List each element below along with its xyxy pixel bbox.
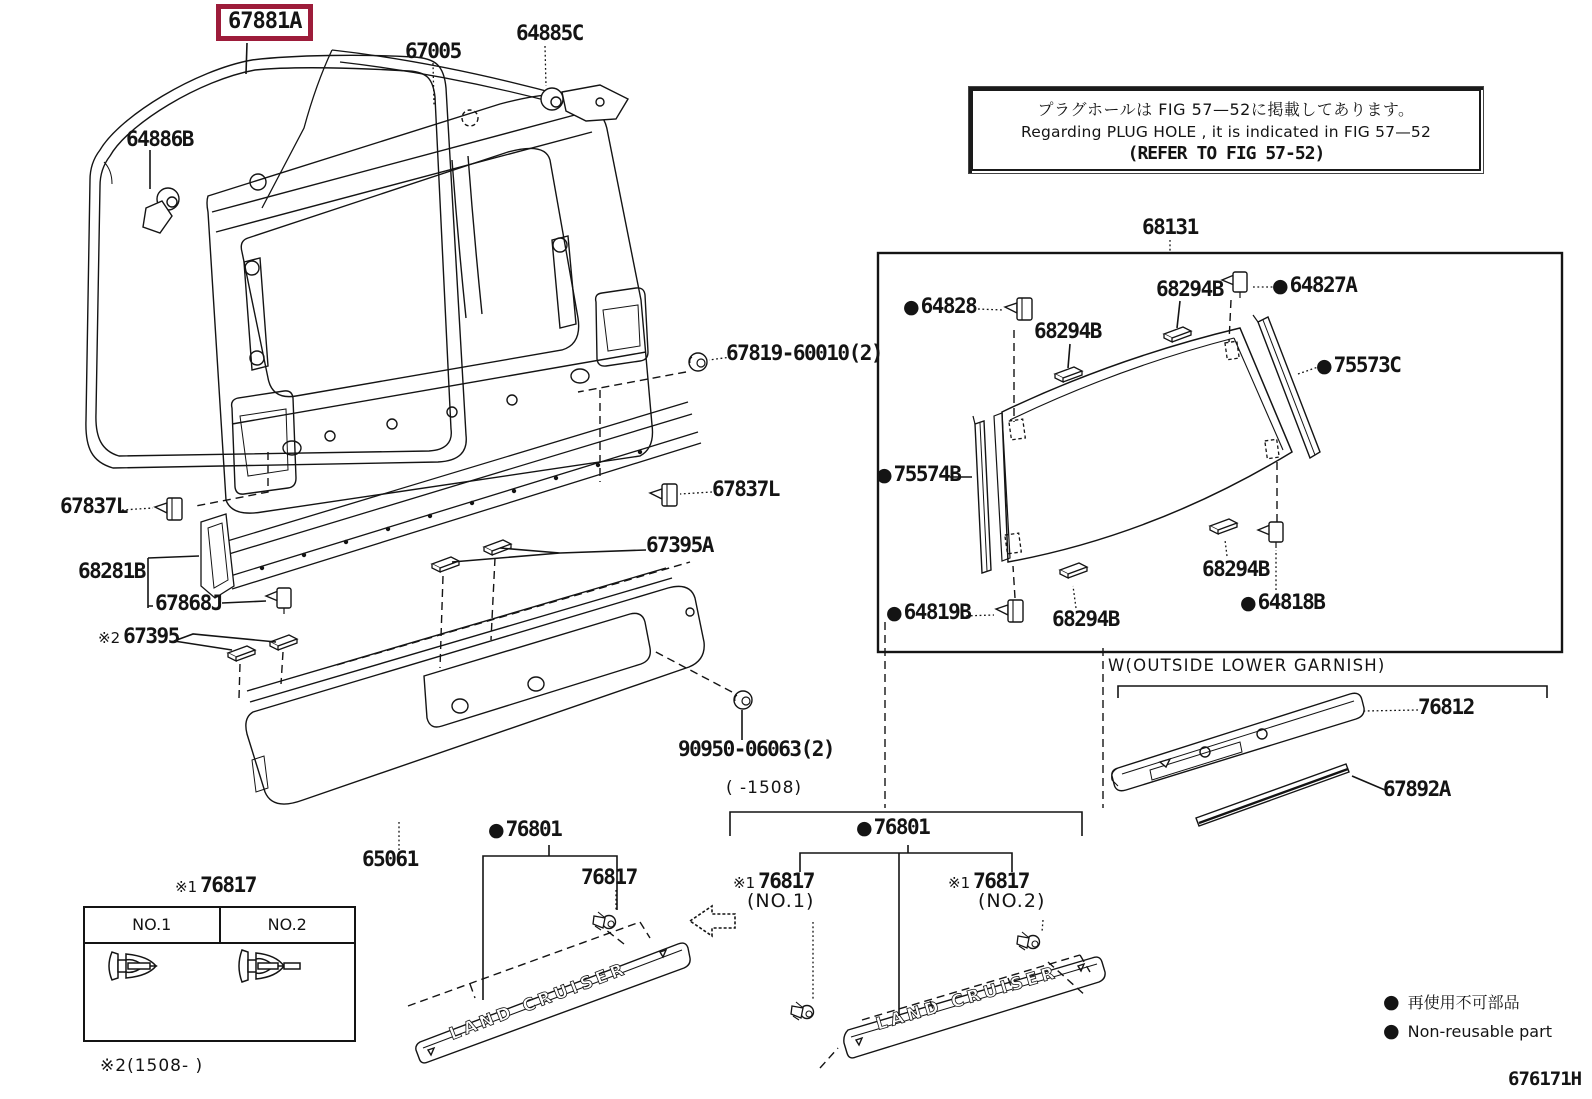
cushion-64886b-drawing [143, 188, 179, 233]
ref1-marker: ※1 [948, 874, 971, 892]
ref2-marker: ※2 [98, 629, 121, 647]
label-68294b-bl[interactable]: 68294B [1052, 607, 1119, 631]
pad-68294b-bl [1060, 563, 1087, 578]
label-76812[interactable]: 76812 [1418, 695, 1474, 719]
non-reusable-bullet-icon: ● [903, 296, 920, 318]
group-header-outside-lower-garnish: W(OUTSIDE LOWER GARNISH) [1108, 656, 1386, 675]
grommet-67819-drawing [689, 353, 707, 371]
label-68294b-ul[interactable]: 68294B [1034, 319, 1101, 343]
non-reusable-bullet-icon: ● [1316, 355, 1333, 377]
garnish-right-drawing [844, 957, 1105, 1058]
range-label-until-1508: ( -1508) [726, 778, 803, 798]
plug-hole-note-box [968, 86, 1484, 174]
non-reusable-bullet-icon: ● [886, 602, 903, 624]
label-no2: (NO.2) [978, 890, 1046, 913]
pad-67395a-2 [484, 540, 511, 555]
label-67837l-left[interactable]: 67837L [60, 494, 127, 518]
label-67005[interactable]: 67005 [405, 39, 461, 63]
non-reusable-bullet-icon: ● [1383, 1020, 1400, 1043]
non-reusable-bullet-icon: ● [1240, 592, 1257, 614]
highlighted-part-67881a[interactable]: 67881A [216, 4, 313, 41]
label-67892a[interactable]: 67892A [1383, 777, 1450, 801]
label-75573c[interactable]: ●75573C [1316, 353, 1401, 377]
non-reusable-bullet-icon: ● [856, 817, 873, 839]
label-90950-06063[interactable]: 90950-06063(2) [678, 737, 835, 761]
clip-variant-table [83, 906, 356, 1042]
label-67395[interactable]: ※2 67395 [98, 624, 179, 648]
label-76801-left[interactable]: ●76801 [488, 817, 562, 841]
clip-64828-drawing [1005, 298, 1032, 320]
outside-lower-garnish-drawing [1112, 693, 1365, 826]
note-line-jp: プラグホールは FIG 57—52に掲載してあります。 [1037, 100, 1415, 119]
label-64827a[interactable]: ●64827A [1272, 273, 1357, 297]
ref1-marker: ※1 [175, 878, 198, 896]
label-64828[interactable]: ●64828 [903, 294, 977, 318]
lower-gate-panel-drawing [246, 568, 704, 804]
label-65061[interactable]: 65061 [362, 847, 418, 871]
non-reusable-bullet-icon: ● [876, 464, 893, 486]
label-68281b[interactable]: 68281B [78, 559, 145, 583]
clip-67837l-left-drawing [155, 498, 182, 520]
cushion-64885c-drawing [541, 85, 628, 121]
label-75574b[interactable]: ●75574B [876, 462, 961, 486]
weatherstrip-67881a-drawing [86, 55, 466, 468]
garnish-right-text: LAND CRUISER [873, 962, 1061, 1035]
table-col-no1: NO.1 [85, 908, 221, 942]
legend-en: Non-reusable part [1407, 1022, 1552, 1042]
clip-76817-left-drawing [593, 912, 616, 930]
label-67868j[interactable]: 67868J [155, 591, 222, 615]
ref1-marker: ※1 [733, 874, 756, 892]
note-line-en: Regarding PLUG HOLE , it is indicated in FIG 57—52 [1020, 123, 1432, 141]
footnote-1508: ※2(1508- ) [100, 1056, 204, 1076]
label-68294b-tc[interactable]: 68294B [1156, 277, 1223, 301]
garnish-left-text: LAND CRUISER [446, 958, 631, 1045]
back-window-glass-drawing [262, 50, 565, 208]
direction-arrow-icon [690, 906, 735, 936]
clip-67868j-drawing [266, 588, 291, 614]
clip-76817-no1-drawing [791, 1002, 814, 1020]
label-64818b[interactable]: ●64818B [1240, 590, 1325, 614]
grommet-90950-drawing [734, 691, 752, 709]
garnish-left-drawing [416, 943, 690, 1063]
table-col-no2: NO.2 [267, 915, 307, 934]
pad-67395-1 [228, 646, 255, 661]
label-no1: (NO.1) [747, 890, 815, 913]
clip-76817-no2-drawing [1017, 932, 1040, 950]
label-68294b-br[interactable]: 68294B [1202, 557, 1269, 581]
clip-table-title: ※1 76817 [175, 873, 256, 897]
non-reusable-bullet-icon: ● [488, 819, 505, 841]
legend-jp: 再使用不可部品 [1407, 993, 1520, 1012]
pad-67395a-1 [432, 557, 459, 572]
label-68131[interactable]: 68131 [1142, 215, 1198, 239]
label-67819-60010[interactable]: 67819-60010(2) [726, 341, 883, 365]
label-64885c[interactable]: 64885C [516, 21, 583, 45]
label-76817-no1[interactable]: ※1 76817 (NO.1) [733, 869, 815, 913]
pad-68294b-tc [1164, 327, 1191, 342]
back-window-box-68131 [878, 253, 1562, 652]
label-76801-right[interactable]: ●76801 [856, 815, 930, 839]
clip-64819b-drawing [996, 600, 1023, 622]
label-64886b[interactable]: 64886B [126, 127, 193, 151]
label-76817-no2[interactable]: ※1 76817 (NO.2) [948, 869, 1046, 913]
label-64819b[interactable]: ●64819B [886, 600, 971, 624]
label-67837l-right[interactable]: 67837L [712, 477, 779, 501]
ref2-marker: ※2 [100, 1056, 128, 1076]
label-67395a[interactable]: 67395A [646, 533, 713, 557]
pad-68294b-br [1210, 519, 1237, 534]
note-line-ref: (REFER TO FIG 57-52) [1127, 143, 1325, 164]
clip-64818b-drawing [1258, 522, 1283, 548]
label-76817-left[interactable]: 76817 [581, 865, 637, 889]
clip-67837l-right-drawing [650, 484, 677, 506]
non-reusable-bullet-icon: ● [1272, 275, 1289, 297]
figure-code: 676171H [1508, 1068, 1582, 1090]
non-reusable-bullet-icon: ● [1383, 991, 1400, 1013]
clip-64827a-drawing [1222, 272, 1247, 298]
non-reusable-legend [1383, 988, 1552, 1047]
